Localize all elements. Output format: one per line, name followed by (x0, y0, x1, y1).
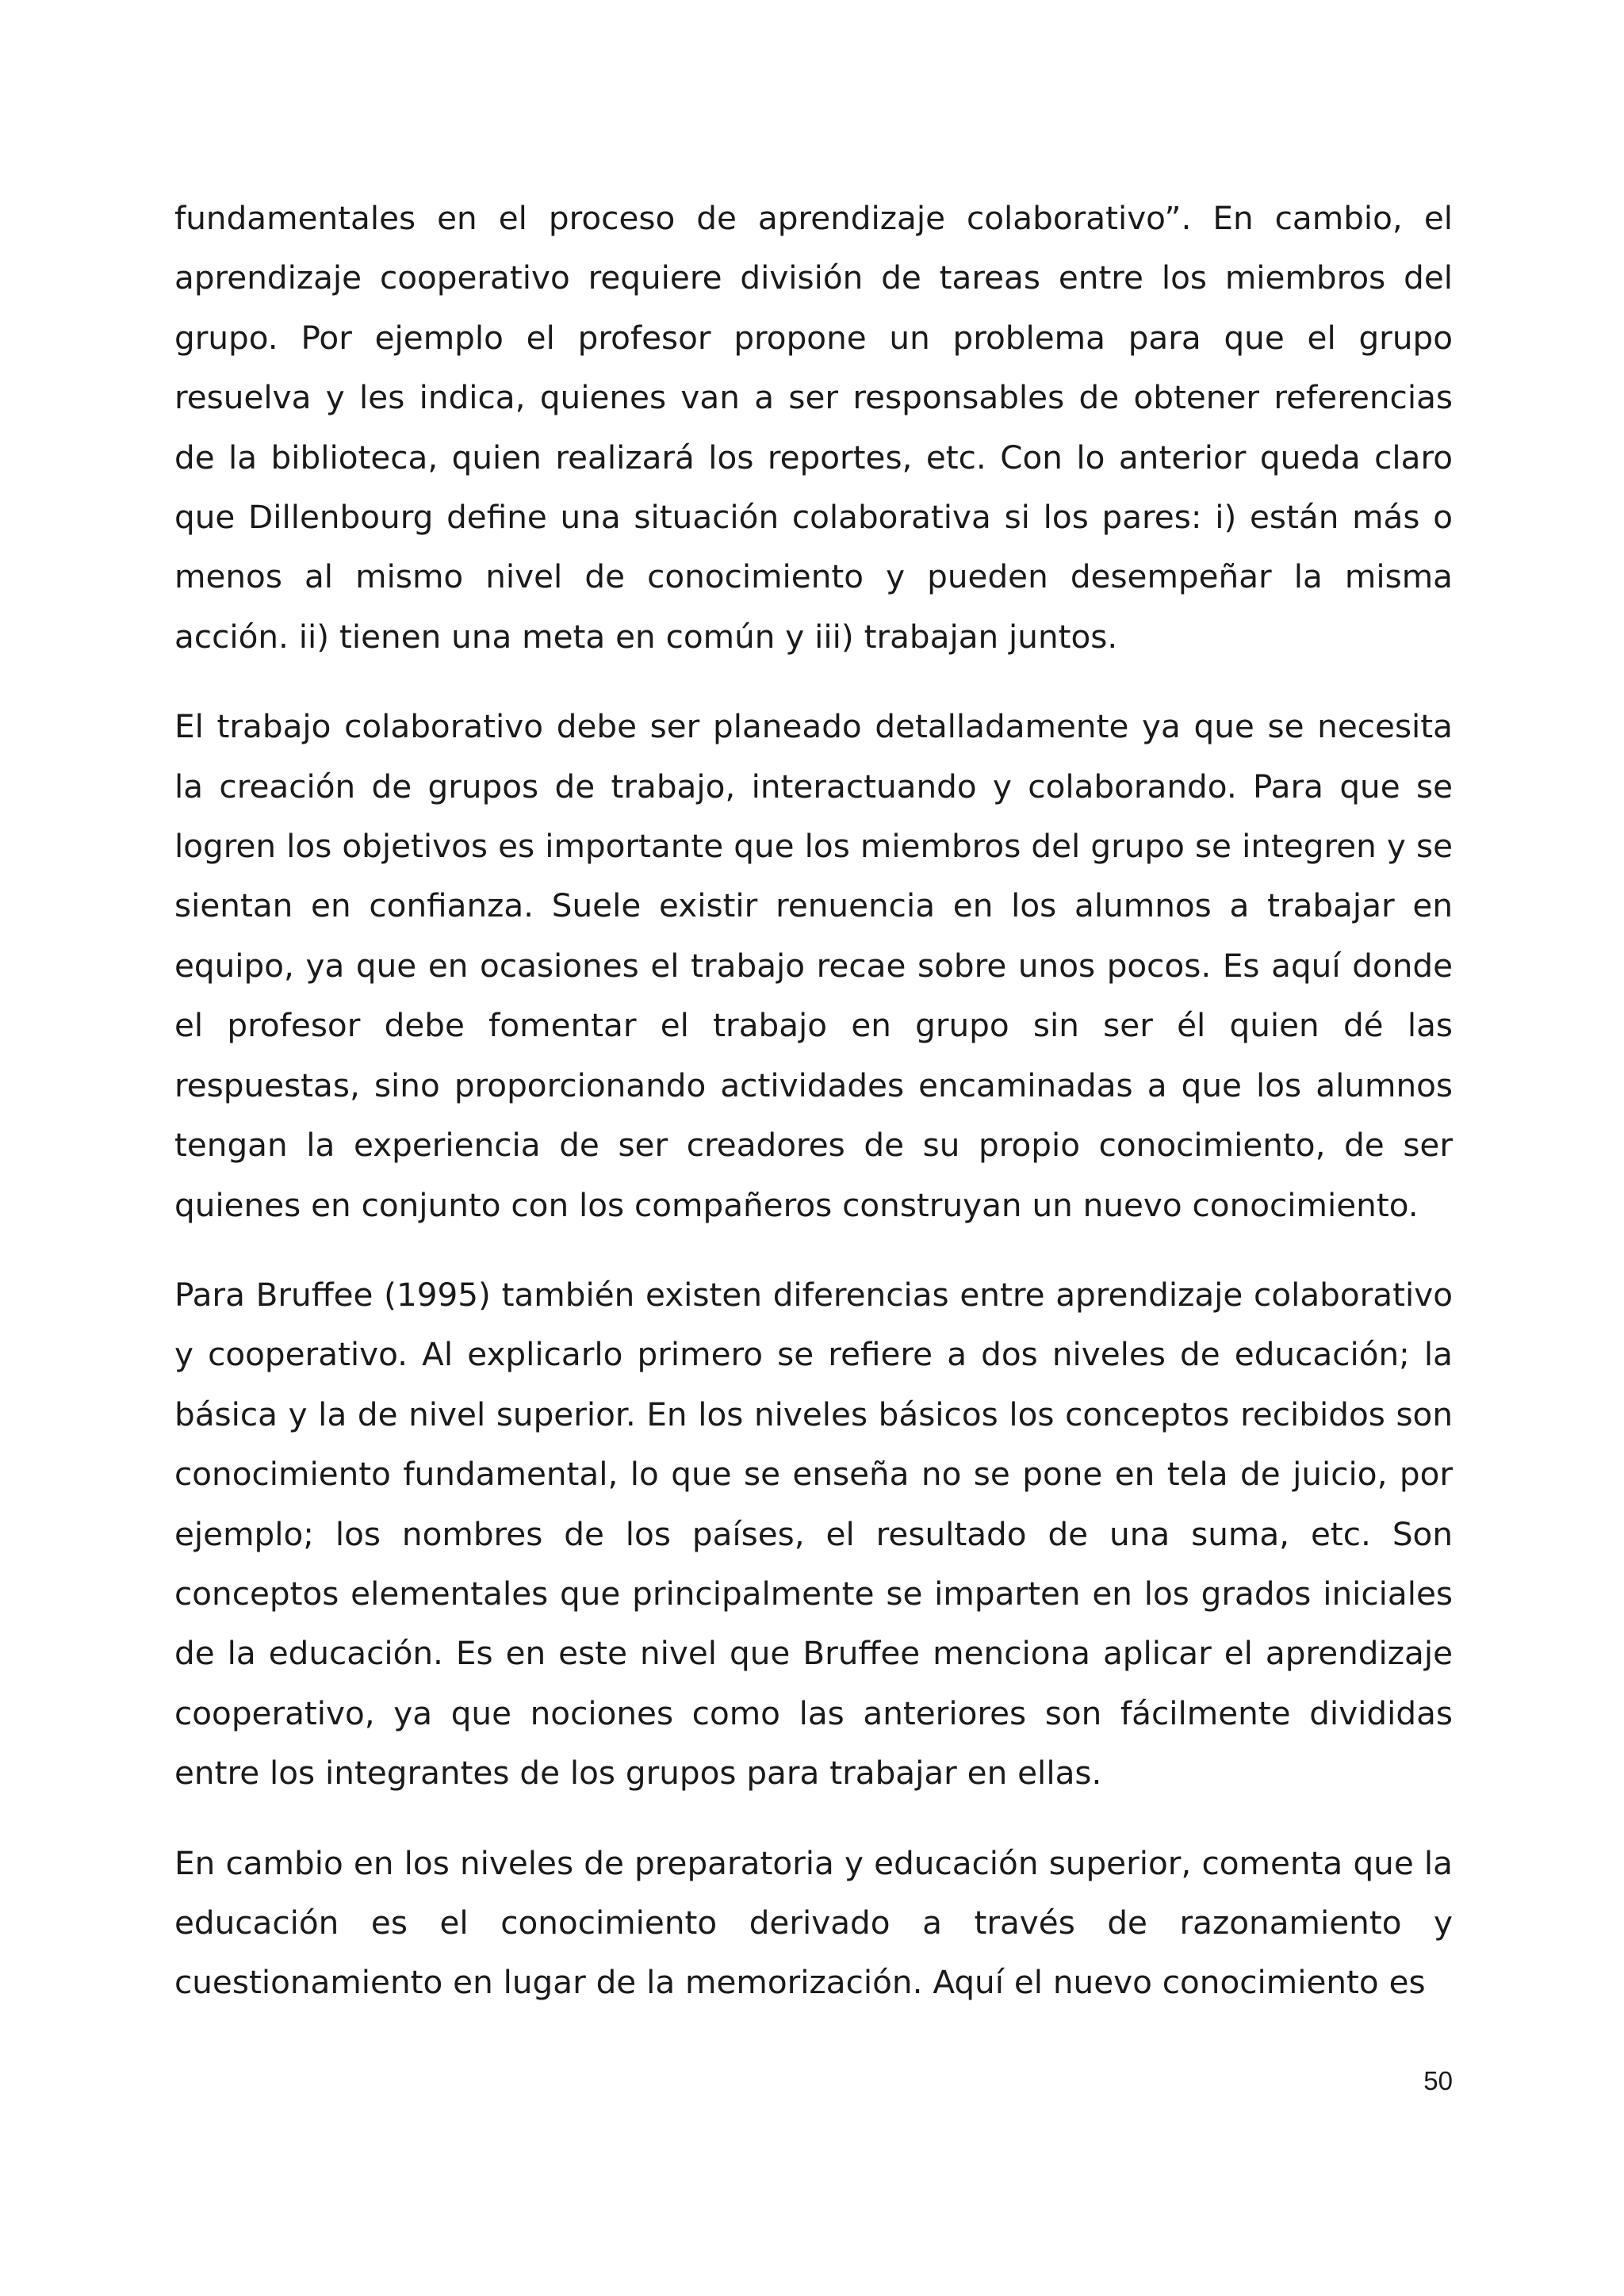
paragraph-3: Para Bruffee (1995) también existen diferencias entre aprendizaje colaborativo y cooperativo. Al explicarlo primero se refiere a dos niveles de educación; la básica y la de nivel superior. En los niveles básicos los conceptos recibidos son conocimiento fundamental, lo que se enseña no se pone en tela de juicio, por ejemplo; los nombres de los países, el resultado de una suma, etc. Son conceptos elementales que principalmente se imparten en los grados iniciales de la educación. Es en este nivel que Bruffee menciona aplicar el aprendizaje cooperativo, ya que nociones como las anteriores son fácilmente divididas entre los integrantes de los grupos para trabajar en ellas. (174, 1275, 1453, 1793)
paragraph-4: En cambio en los niveles de preparatoria y educación superior, comenta que la educación es el conocimiento derivado a través de razonamiento y cuestionamiento en lugar de la memorización. Aquí el nuevo conocimiento es (174, 1843, 1453, 2002)
page-number: 50 (1423, 2066, 1453, 2095)
paragraph-1: fundamentales en el proceso de aprendizaje colaborativo”. En cambio, el aprendizaje cooperativo requiere división de tareas entre los miembros del grupo. Por ejemplo el profesor propone un problema para que el grupo resuelva y les indica, quienes van a ser responsables de obtener referencias de la biblioteca, quien realizará los reportes, etc. Con lo anterior queda claro que Dillenbourg define una situación colaborativa si los pares: i) están más o menos al mismo nivel de conocimiento y pueden desempeñar la misma acción. ii) tienen una meta en común y iii) trabajan juntos. (174, 199, 1453, 656)
paragraph-2: El trabajo colaborativo debe ser planeado detalladamente ya que se necesita la creación de grupos de trabajo, interactuando y colaborando. Para que se logren los objetivos es importante que los miembros del grupo se integren y se sientan en confianza. Suele existir renuencia en los alumnos a trabajar en equipo, ya que en ocasiones el trabajo recae sobre unos pocos. Es aquí donde el profesor debe fomentar el trabajo en grupo sin ser él quien dé las respuestas, sino proporcionando actividades encaminadas a que los alumnos tengan la experiencia de ser creadores de su propio conocimiento, de ser quienes en conjunto con los compañeros construyan un nuevo conocimiento. (174, 707, 1453, 1224)
document-page (174, 189, 1453, 2043)
